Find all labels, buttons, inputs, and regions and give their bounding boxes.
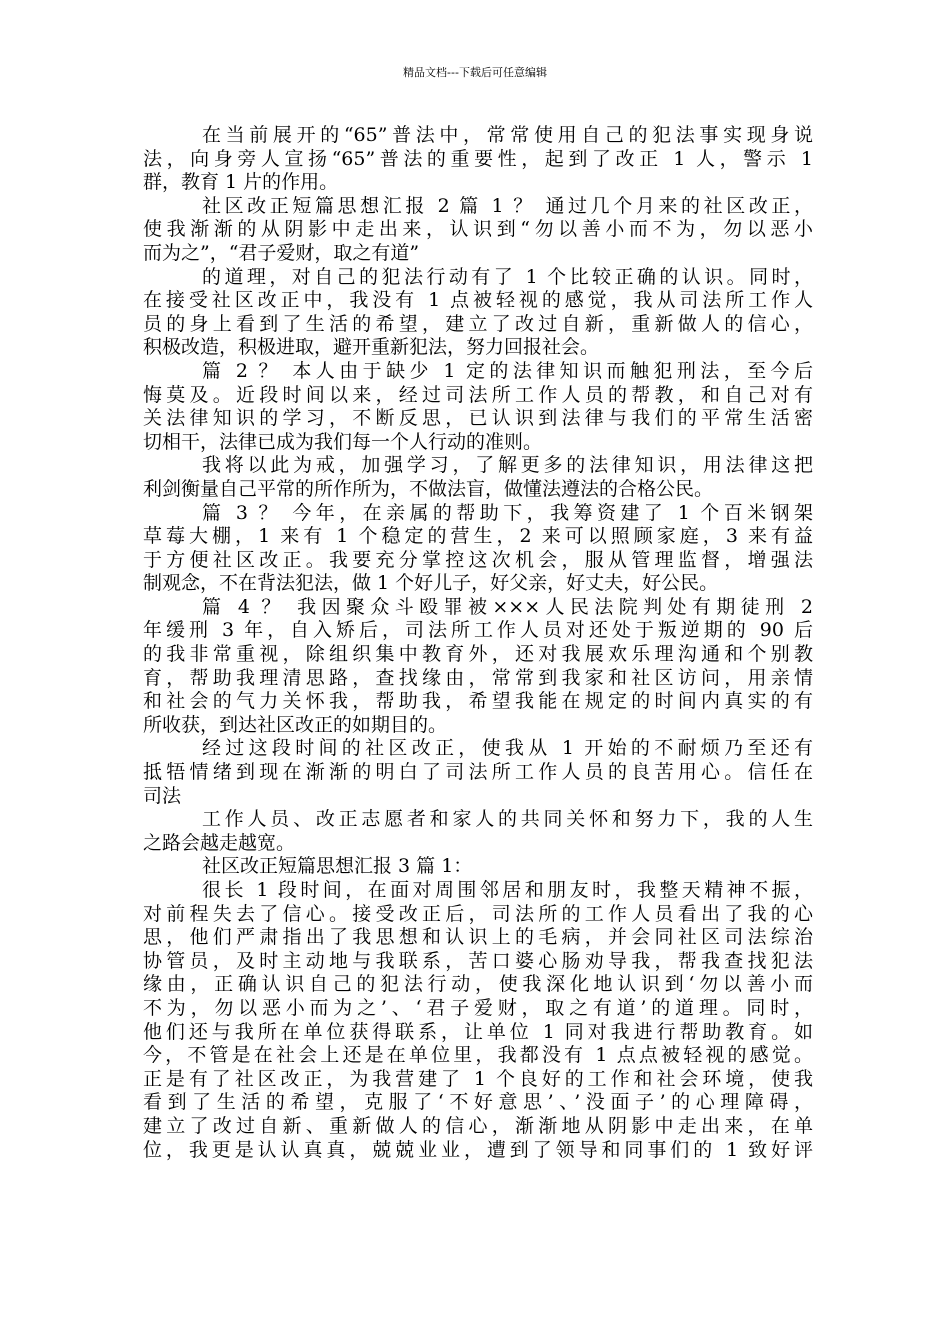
text-line: 缘由，正确认识自己的犯法行动，使我深化地认识到‘勿以善小而 bbox=[143, 973, 813, 996]
text-line: 在当前展开的“65”普法中，常常使用自己的犯法事实现身说 bbox=[202, 124, 813, 146]
text-line: 社区改正短篇思想汇报 2 篇 1 ？ 通过几个月来的社区改正， bbox=[202, 194, 813, 217]
text-line: 经过这段时间的社区改正，使我从 1 开始的不耐烦乃至还有 bbox=[202, 737, 813, 760]
text-line: 的道理，对自己的犯法行动有了 1 个比较正确的认识。同时， bbox=[202, 265, 813, 288]
text-line: 思，他们严肃指出了我思想和认识上的毛病，并会同社区司法综治 bbox=[143, 926, 813, 949]
text-line: 司法 bbox=[143, 784, 182, 807]
text-line: 今，不管是在社会上还是在单位里，我都没有 1 点点被轻视的感觉。 bbox=[143, 1044, 813, 1067]
text-line: 篇 3 ？ 今年，在亲属的帮助下，我筹资建了 1 个百米钢架 bbox=[202, 501, 813, 524]
text-line: 协管员，及时主动地与我联系，苦口婆心肠劝导我，帮我查找犯法 bbox=[143, 949, 813, 972]
text-line: 我将以此为戒，加强学习，了解更多的法律知识，用法律这把 bbox=[202, 454, 813, 477]
text-line: 利剑衡量自己平常的所作所为，不做法盲，做懂法遵法的合格公民。 bbox=[143, 477, 714, 500]
text-line: 正是有了社区改正，为我营建了 1 个良好的工作和社会环境，使我 bbox=[143, 1067, 813, 1090]
text-line: 育，帮助我理清思路，查找缘由，常常到我家和社区访问，用亲情 bbox=[143, 666, 813, 689]
text-line: 之路会越走越宽。 bbox=[143, 831, 296, 854]
text-line: 积极改造，积极进取，避开重新犯法，努力回报社会。 bbox=[143, 336, 600, 359]
text-line: 看到了生活的希望，克服了‘不好意思’、’没面子’的心理障碍， bbox=[143, 1091, 813, 1114]
text-line: 工作人员、改正志愿者和家人的共同关怀和努力下，我的人生 bbox=[202, 808, 813, 831]
text-line: 所收获，到达社区改正的如期目的。 bbox=[143, 713, 448, 736]
text-line: 社区改正短篇思想汇报 3 篇 1： bbox=[202, 855, 473, 878]
text-line: 法，向身旁人宣扬“65”普法的重要性，起到了改正 1 人，警示 1 bbox=[143, 147, 813, 170]
text-line: 建立了改过自新、重新做人的信心，渐渐地从阴影中走出来，在单 bbox=[143, 1114, 813, 1137]
page-header: 精品文档---下载后可任意编辑 bbox=[403, 66, 547, 79]
text-line: 位，我更是认认真真，兢兢业业，遭到了领导和同事们的 1 致好评 bbox=[143, 1138, 813, 1161]
text-line: 篇 4 ？ 我因聚众斗殴罪被×××人民法院判处有期徒刑 2 bbox=[202, 595, 813, 618]
text-line: 他们还与我所在单位获得联系，让单位 1 同对我进行帮助教育。如 bbox=[143, 1020, 813, 1043]
text-line: 对前程失去了信心。接受改正后，司法所的工作人员看出了我的心 bbox=[143, 902, 813, 925]
text-line: 于方便社区改正。我要充分掌控这次机会，服从管理监督，增强法 bbox=[143, 548, 813, 571]
text-line: 不为，勿以恶小而为之’、‘君子爱财，取之有道’的道理。同时， bbox=[143, 996, 813, 1019]
text-line: 切相干，法律已成为我们每一个人行动的准则。 bbox=[143, 430, 543, 453]
text-line: 制观念，不在背法犯法，做 1 个好儿子，好父亲，好丈夫，好公民。 bbox=[143, 572, 719, 595]
text-line: 关法律知识的学习，不断反思，已认识到法律与我们的平常生活密 bbox=[143, 407, 813, 430]
text-line: 草莓大棚，1 来有 1 个稳定的营生，2 来可以照顾家庭，3 来有益 bbox=[143, 525, 813, 548]
document-body bbox=[143, 124, 813, 1162]
text-line: 抵牾情绪到现在渐渐的明白了司法所工作人员的良苦用心。信任在 bbox=[143, 761, 813, 784]
text-line: 和社会的气力关怀我，帮助我，希望我能在规定的时间内真实的有 bbox=[143, 690, 813, 713]
text-line: 年缓刑 3 年，自入矫后，司法所工作人员对还处于叛逆期的 90 后 bbox=[143, 619, 813, 642]
text-line: 篇 2 ？ 本人由于缺少 1 定的法律知识而触犯刑法，至今后 bbox=[202, 359, 813, 382]
text-line: 很长 1 段时间，在面对周围邻居和朋友时，我整天精神不振， bbox=[202, 879, 813, 901]
text-line: 在接受社区改正中，我没有 1 点被轻视的感觉，我从司法所工作人 bbox=[143, 289, 813, 312]
text-line: 使我渐渐的从阴影中走出来，认识到“勿以善小而不为，勿以恶小 bbox=[143, 218, 813, 241]
text-line: 员的身上看到了生活的希望，建立了改过自新，重新做人的信心， bbox=[143, 312, 813, 335]
text-line: 悔莫及。近段时间以来，经过司法所工作人员的帮教，和自己对有 bbox=[143, 383, 813, 406]
text-line: 的我非常重视，除组织集中教育外，还对我展欢乐理沟通和个别教 bbox=[143, 643, 813, 666]
text-line: 群，教育 1 片的作用。 bbox=[143, 171, 339, 194]
text-line: 而为之”，“君子爱财，取之有道” bbox=[143, 241, 420, 264]
